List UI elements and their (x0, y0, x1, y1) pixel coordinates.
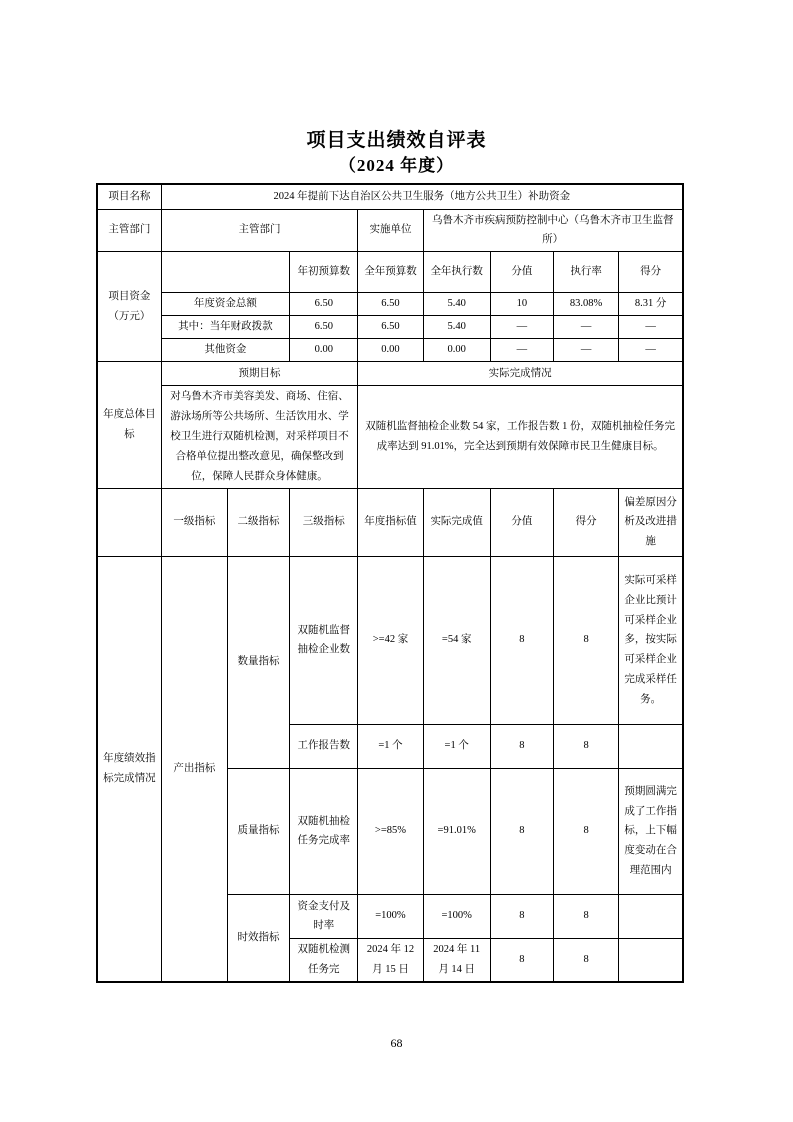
expected-goal-text: 对乌鲁木齐市美容美发、商场、住宿、游泳场所等公共场所、生活饮用水、学校卫生进行双随机检测，对采样项目不合格单位提出整改意见，确保整改到位，保障人民群众身体健康。 (161, 386, 358, 489)
funds-row-total (97, 293, 683, 316)
funds-cell: 6.50 (290, 316, 358, 339)
funds-cell: 6.50 (358, 316, 423, 339)
indicator-actual-value: =1 个 (423, 724, 490, 768)
indicator-deviation (619, 724, 683, 768)
dept-label: 主管部门 (97, 209, 161, 252)
actual-completion-text: 双随机监督抽检企业数 54 家，工作报告数 1 份，双随机抽检任务完成率达到 91.01%，完全达到预期有效保障市民卫生健康目标。 (358, 386, 683, 489)
funds-cell: 0.00 (423, 339, 490, 362)
indicator-actual-value: 2024 年 11 月 14 日 (423, 938, 490, 982)
funds-cell: — (490, 339, 553, 362)
project-name-value: 2024 年提前下达自治区公共卫生服务（地方公共卫生）补助资金 (161, 184, 683, 209)
funds-header-initial-budget: 年初预算数 (290, 252, 358, 293)
funds-cell: — (554, 316, 619, 339)
funds-cell: 6.50 (358, 293, 423, 316)
level2-indicator: 质量指标 (227, 768, 289, 894)
funds-cell: 10 (490, 293, 553, 316)
indicator-points: 8 (490, 894, 553, 938)
indicators-corner-cell (97, 488, 161, 556)
indicator-actual-value: =100% (423, 894, 490, 938)
indicator-actual-value: =91.01% (423, 768, 490, 894)
indicators-header-actual: 实际完成值 (423, 488, 490, 556)
level2-indicator: 时效指标 (227, 894, 289, 982)
funds-cell: — (490, 316, 553, 339)
funds-cell: 83.08% (554, 293, 619, 316)
funds-cell: 8.31 分 (619, 293, 683, 316)
actual-completion-header: 实际完成情况 (358, 362, 683, 386)
indicators-header-score: 得分 (554, 488, 619, 556)
indicator-deviation (619, 938, 683, 982)
funds-cell: — (554, 339, 619, 362)
level3-indicator: 双随机监督抽检企业数 (290, 556, 358, 724)
indicator-score: 8 (554, 724, 619, 768)
page-title: 项目支出绩效自评表 (306, 130, 487, 151)
funds-row-label: 年度资金总额 (161, 293, 289, 316)
self-eval-table (96, 183, 684, 983)
funds-empty-cell (161, 252, 289, 293)
impl-unit-value: 乌鲁木齐市疾病预防控制中心（乌鲁木齐市卫生监督所） (423, 209, 683, 252)
level3-indicator: 双随机检测任务完 (290, 938, 358, 982)
indicators-header-level3: 三级指标 (290, 488, 358, 556)
indicators-header-level2: 二级指标 (227, 488, 289, 556)
indicator-target-value: =1 个 (358, 724, 423, 768)
funds-row-label: 其他资金 (161, 339, 289, 362)
indicators-header-points: 分值 (490, 488, 553, 556)
funds-header-annual-execution: 全年执行数 (423, 252, 490, 293)
indicator-score: 8 (554, 938, 619, 982)
indicators-header-deviation: 偏差原因分析及改进措施 (619, 488, 683, 556)
indicator-target-value: >=42 家 (358, 556, 423, 724)
funds-row-fiscal (97, 316, 683, 339)
funds-cell: 5.40 (423, 293, 490, 316)
indicator-score: 8 (554, 556, 619, 724)
indicator-points: 8 (490, 938, 553, 982)
indicator-target-value: =100% (358, 894, 423, 938)
impl-unit-label: 实施单位 (358, 209, 423, 252)
page-subtitle: （2024 年度） (338, 156, 455, 175)
funds-section-label: 项目资金（万元） (97, 252, 161, 362)
funds-row-label: 其中：当年财政拨款 (161, 316, 289, 339)
level2-indicator: 数量指标 (227, 556, 289, 768)
indicator-points: 8 (490, 556, 553, 724)
funds-cell: 0.00 (358, 339, 423, 362)
indicators-header-target: 年度指标值 (358, 488, 423, 556)
indicator-deviation (619, 894, 683, 938)
indicator-score: 8 (554, 894, 619, 938)
indicator-target-value: 2024 年 12 月 15 日 (358, 938, 423, 982)
indicator-deviation: 预期圆满完成了工作指标，上下幅度变动在合理范围内 (619, 768, 683, 894)
funds-header-execution-rate: 执行率 (554, 252, 619, 293)
indicator-actual-value: =54 家 (423, 556, 490, 724)
page-number: 68 (390, 1036, 403, 1050)
funds-cell: — (619, 316, 683, 339)
indicators-header-level1: 一级指标 (161, 488, 227, 556)
dept-value: 主管部门 (161, 209, 358, 252)
funds-header-points: 分值 (490, 252, 553, 293)
indicator-target-value: >=85% (358, 768, 423, 894)
annual-goal-label: 年度总体目标 (97, 362, 161, 489)
funds-cell: 0.00 (290, 339, 358, 362)
indicator-score: 8 (554, 768, 619, 894)
indicator-points: 8 (490, 768, 553, 894)
funds-cell: 5.40 (423, 316, 490, 339)
funds-header-annual-budget: 全年预算数 (358, 252, 423, 293)
funds-cell: — (619, 339, 683, 362)
indicators-section-label: 年度绩效指标完成情况 (97, 556, 161, 982)
indicator-deviation: 实际可采样企业比预计可采样企业多，按实际可采样企业完成采样任务。 (619, 556, 683, 724)
expected-goal-header: 预期目标 (161, 362, 358, 386)
funds-row-other (97, 339, 683, 362)
level3-indicator: 工作报告数 (290, 724, 358, 768)
funds-header-score: 得分 (619, 252, 683, 293)
indicator-row (97, 556, 683, 724)
level3-indicator: 双随机抽检任务完成率 (290, 768, 358, 894)
indicator-points: 8 (490, 724, 553, 768)
project-name-label: 项目名称 (97, 184, 161, 209)
level1-indicator: 产出指标 (161, 556, 227, 982)
level3-indicator: 资金支付及时率 (290, 894, 358, 938)
funds-cell: 6.50 (290, 293, 358, 316)
